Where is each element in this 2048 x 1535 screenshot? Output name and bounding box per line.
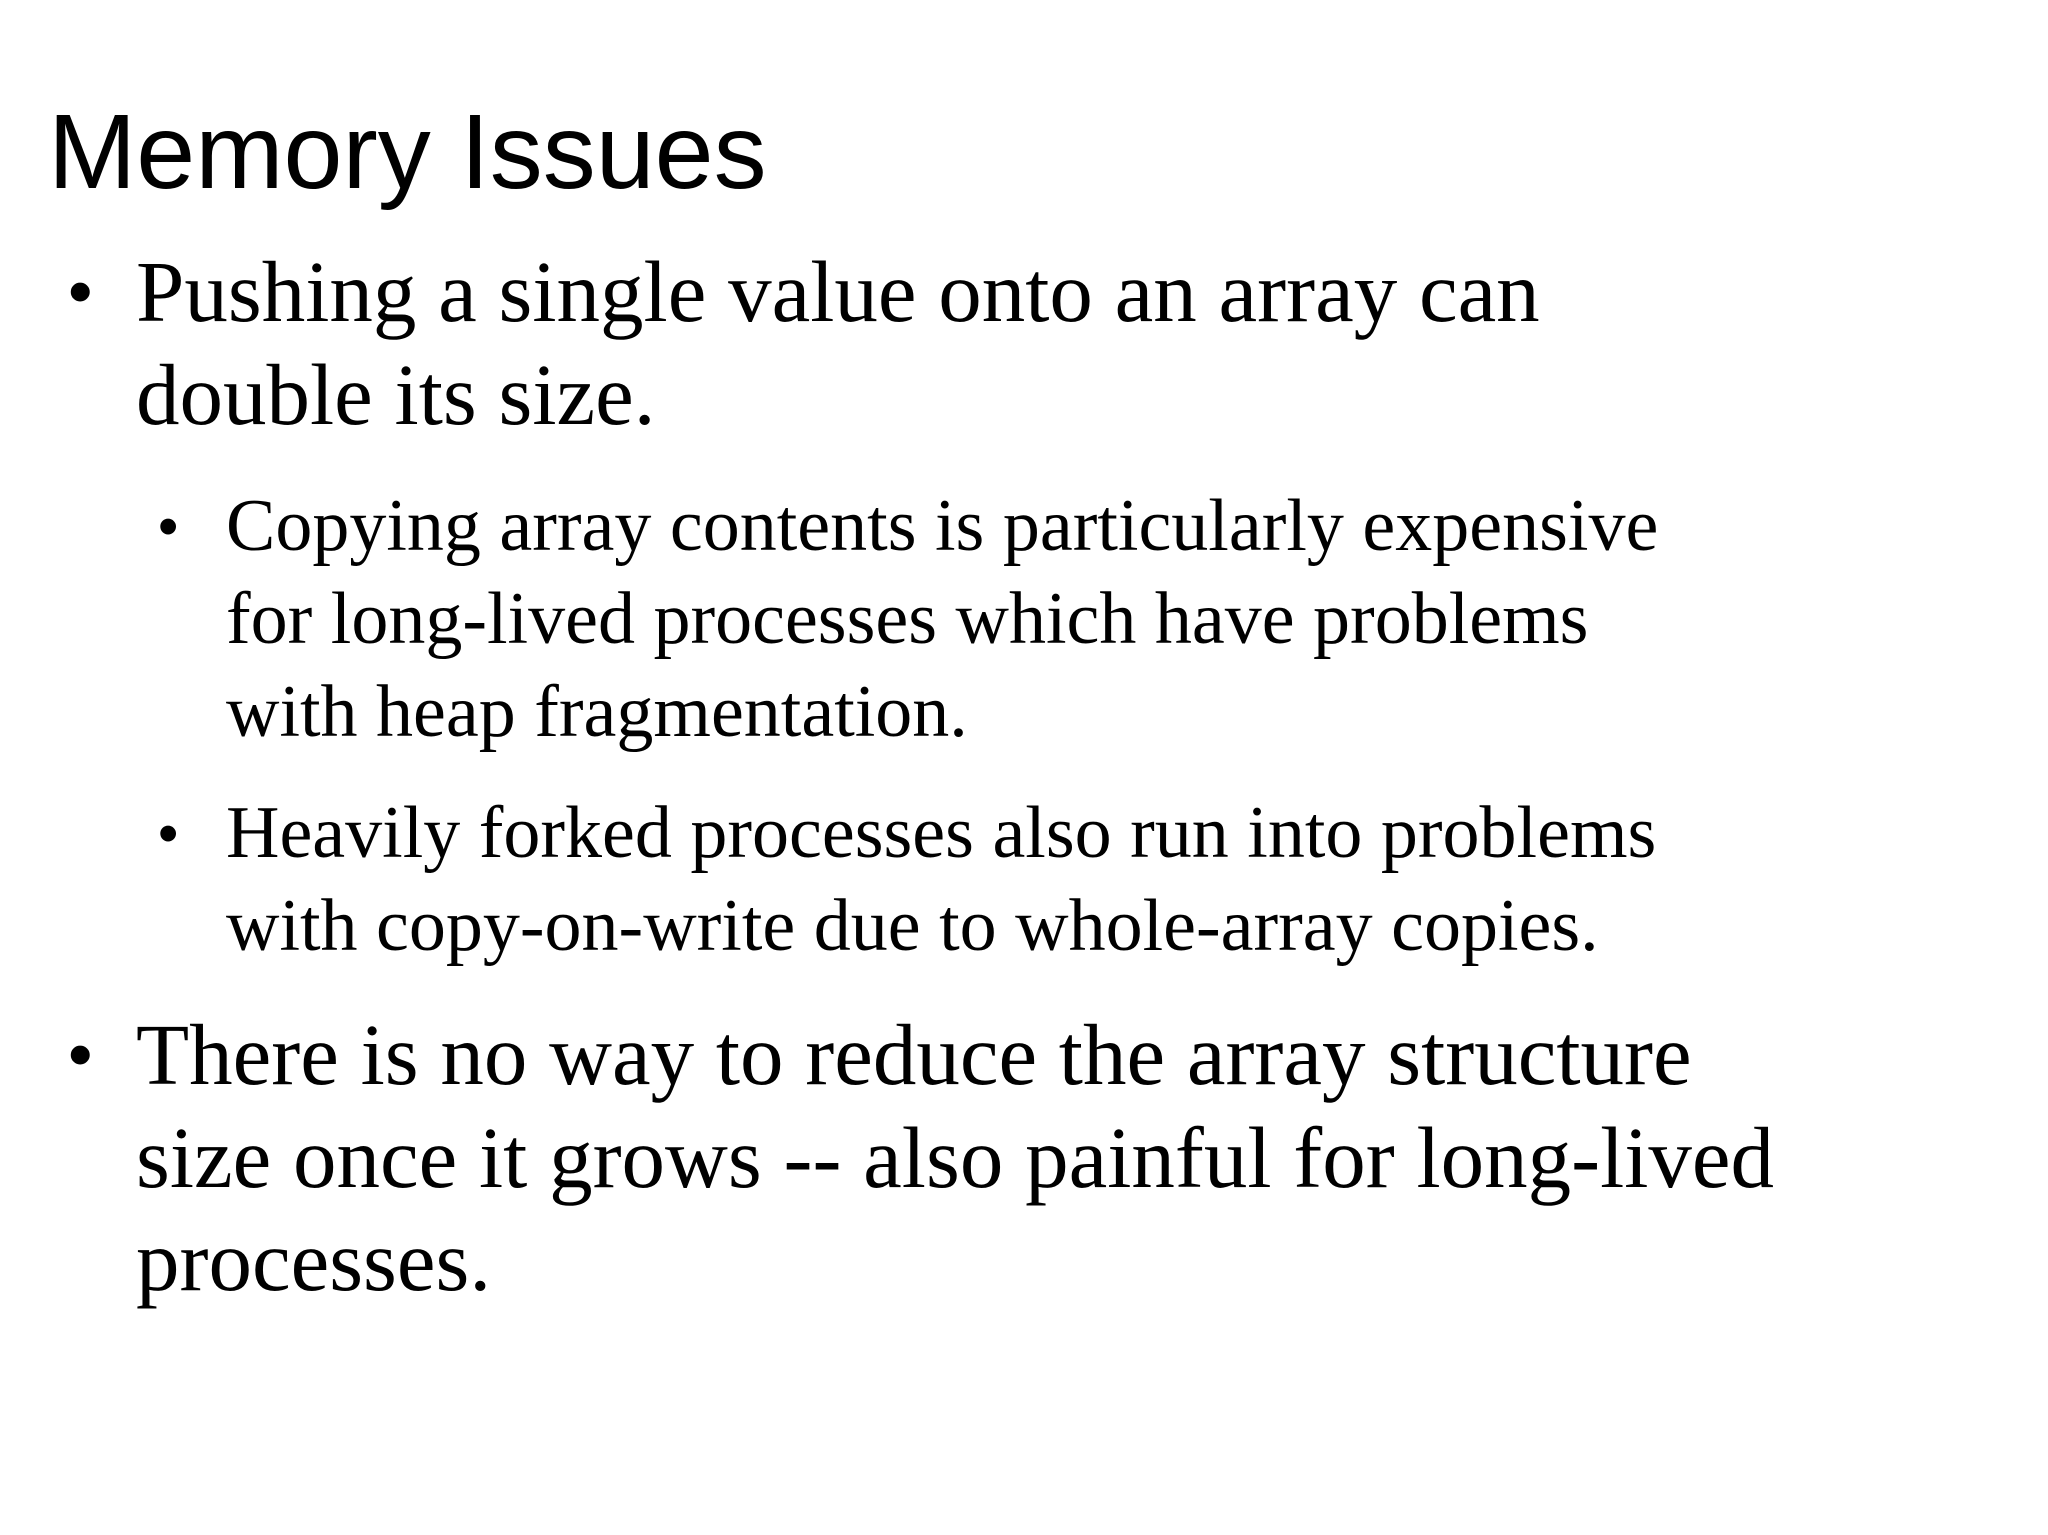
bullet-dot-icon: • [158,801,179,866]
sub-bullet-text: Heavily forked processes also run into problems with copy-on-write due to whole-array copies. [226,792,1657,967]
bullet-text: Pushing a single value onto an array can double its size. [136,243,1540,443]
bullet-item [68,1003,1996,1312]
slide-title: Memory Issues [48,93,767,211]
bullet-dot-icon: • [68,1015,93,1093]
bullet-text: There is no way to reduce the array structure size once it grows -- also painful for long-lived processes. [136,1006,1775,1309]
bullet-dot-icon: • [158,494,179,559]
sub-bullet-text: Copying array contents is particularly expensive for long-lived processes which have problems with heap fragmentation. [226,485,1659,753]
sub-bullet-item [158,480,2006,759]
bullet-item [68,240,1996,446]
sub-bullet-item [158,787,2006,973]
bullet-dot-icon: • [68,252,93,330]
